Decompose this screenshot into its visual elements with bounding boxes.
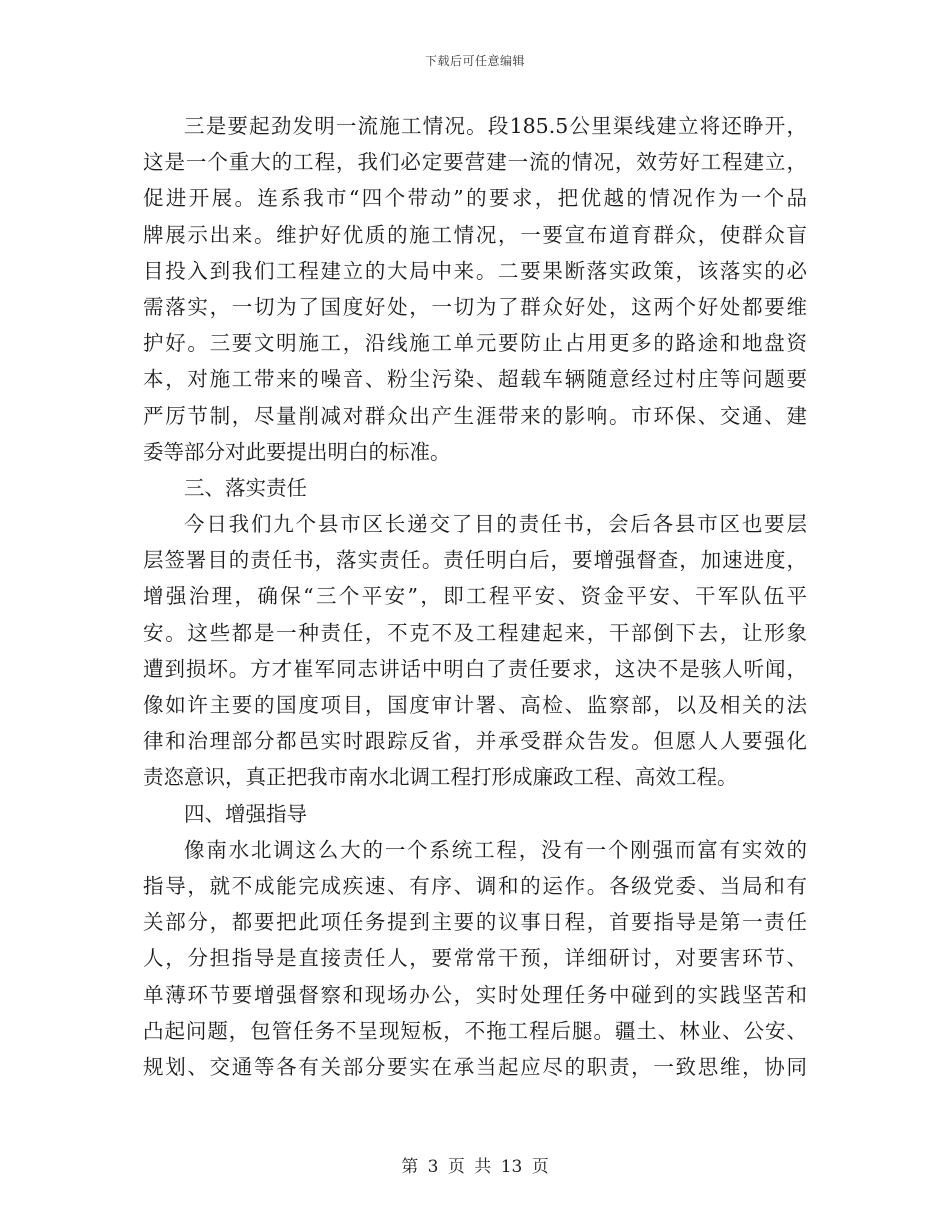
paragraph-line: 牌展示出来。维护好优质的施工情况，一要宣布道育群众，使群众盲 bbox=[143, 222, 807, 247]
paragraph-line: 责恣意识，真正把我市南水北调工程打形成廉政工程、高效工程。 bbox=[143, 765, 738, 790]
page-header: 下载后可任意编辑 bbox=[424, 54, 525, 68]
paragraph-line: 律和治理部分都邑实时跟踪反省，并承受群众告发。但愿人人要强化 bbox=[143, 729, 807, 754]
section-heading: 三、落实责任 bbox=[184, 475, 307, 500]
paragraph-line: 像南水北调这么大的一个系统工程，没有一个刚强而富有实效的 bbox=[184, 837, 807, 862]
paragraph-line: 指导，就不成能完成疾速、有序、调和的运作。各级党委、当局和有 bbox=[143, 873, 807, 898]
paragraph-line: 规划、交通等各有关部分要实在承当起应尽的职责，一致思维，协同 bbox=[143, 1054, 807, 1079]
paragraph-line: 这是一个重大的工程，我们必定要营建一流的情况，效劳好工程建立， bbox=[143, 150, 807, 175]
section-heading: 四、增强指导 bbox=[184, 801, 307, 826]
paragraph-line: 安。这些都是一种责任，不克不及工程建起来，干部倒下去，让形象 bbox=[143, 620, 807, 645]
paragraph-line: 遭到损坏。方才崔军同志讲话中明白了责任要求，这决不是骇人听闻， bbox=[143, 656, 807, 681]
paragraph-line: 今日我们九个县市区长递交了目的责任书，会后各县市区也要层 bbox=[184, 512, 807, 537]
paragraph-line: 增强治理，确保“三个平安”，即工程平安、资金平安、干军队伍平 bbox=[143, 584, 807, 609]
paragraph-line: 需落实，一切为了国度好处，一切为了群众好处，这两个好处都要维 bbox=[143, 294, 807, 319]
paragraph-line: 像如许主要的国度项目，国度审计署、高检、监察部，以及相关的法 bbox=[143, 693, 807, 717]
paragraph-line: 三是要起劲发明一流施工情况。段185.5公里渠线建立将还睁开， bbox=[184, 114, 807, 138]
paragraph-line: 本，对施工带来的噪音、粉尘污染、超载车辆随意经过村庄等问题要 bbox=[143, 367, 807, 392]
paragraph-line: 凸起问题，包管任务不呈现短板，不拖工程后腿。疆土、林业、公安、 bbox=[143, 1018, 807, 1043]
document-body bbox=[143, 108, 807, 1085]
paragraph-line: 单薄环节要增强督察和现场办公，实时处理任务中碰到的实践坚苦和 bbox=[143, 982, 807, 1007]
paragraph-line: 护好。三要文明施工，沿线施工单元要防止占用更多的路途和地盘资 bbox=[143, 331, 807, 356]
paragraph-line: 目投入到我们工程建立的大局中来。二要果断落实政策，该落实的必 bbox=[143, 258, 807, 283]
paragraph-line: 促进开展。连系我市“四个带动”的要求，把优越的情况作为一个品 bbox=[143, 186, 807, 211]
paragraph-line: 层签署目的责任书，落实责任。责任明白后，要增强督查，加速进度， bbox=[143, 548, 807, 573]
page-number-footer: 第 3 页 共 13 页 bbox=[401, 1157, 549, 1177]
paragraph-line: 严厉节制，尽量削减对群众出产生涯带来的影响。市环保、交通、建 bbox=[143, 403, 807, 428]
paragraph-line: 人，分担指导是直接责任人，要常常干预，详细研讨，对要害环节、 bbox=[143, 946, 807, 971]
paragraph-line: 关部分，都要把此项任务提到主要的议事日程，首要指导是第一责任 bbox=[143, 910, 807, 935]
paragraph-line: 委等部分对此要提出明白的标准。 bbox=[143, 439, 451, 464]
